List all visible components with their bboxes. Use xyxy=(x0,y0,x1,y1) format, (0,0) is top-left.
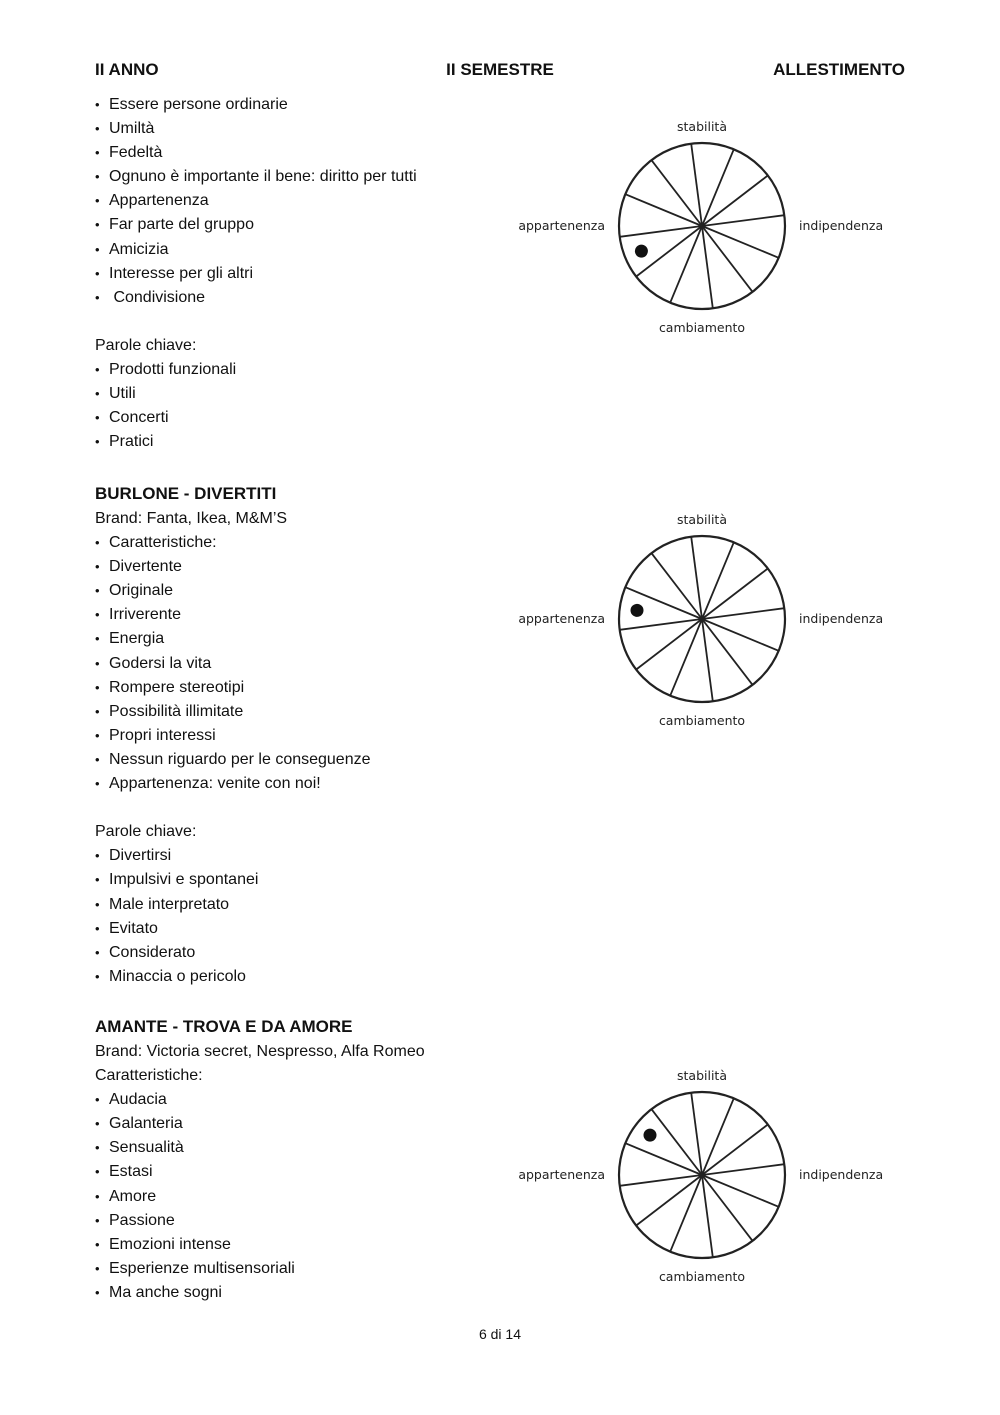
section-title: BURLONE - DIVERTITI xyxy=(95,484,277,503)
keyword-item: • Pratici xyxy=(95,430,515,454)
section-1 xyxy=(95,93,515,454)
wheel-svg xyxy=(505,508,895,733)
keywords-label: Parole chiave: xyxy=(95,823,197,841)
archetype-wheel xyxy=(505,1064,895,1289)
list-item: • Essere persone ordinarie xyxy=(95,93,515,117)
keyword-item: • Utili xyxy=(95,382,515,406)
list-item: • Possibilità illimitate xyxy=(95,700,515,724)
wheel-label-left: appartenenza xyxy=(518,1167,605,1182)
list-item: • Nessun riguardo per le conseguenze xyxy=(95,748,515,772)
wheel-label-top: stabilità xyxy=(677,119,727,134)
header-course: ALLESTIMENTO xyxy=(773,60,905,79)
list-item: • Appartenenza xyxy=(95,189,515,213)
section-2 xyxy=(95,481,515,989)
wheel-label-top: stabilità xyxy=(677,512,727,527)
list-item: • Ognuno è importante il bene: diritto per tutti xyxy=(95,165,515,189)
archetype-wheel xyxy=(505,508,895,733)
keyword-item: • Prodotti funzionali xyxy=(95,358,515,382)
keyword-item: • Evitato xyxy=(95,917,515,941)
brand-line: Brand: Victoria secret, Nespresso, Alfa Romeo xyxy=(95,1043,425,1060)
section-title: AMANTE - TROVA E DA AMORE xyxy=(95,1017,353,1036)
wheel-label-right: indipendenza xyxy=(799,1167,884,1182)
list-item: • Esperienze multisensoriali xyxy=(95,1257,515,1281)
list-item: • Irriverente xyxy=(95,603,515,627)
list-item: • Estasi xyxy=(95,1160,515,1184)
archetype-wheel xyxy=(505,115,895,340)
list-item: • Propri interessi xyxy=(95,724,515,748)
brand-line: Brand: Fanta, Ikea, M&M’S xyxy=(95,510,288,527)
list-item: • Condivisione xyxy=(95,286,515,310)
wheel-label-bottom: cambiamento xyxy=(658,320,746,335)
wheel-label-top: stabilità xyxy=(677,1068,727,1083)
wheel-marker-dot xyxy=(644,1129,657,1142)
list-item: • Far parte del gruppo xyxy=(95,213,515,237)
list-item: • Passione xyxy=(95,1209,515,1233)
section-1-list xyxy=(95,93,515,310)
keyword-item: • Considerato xyxy=(95,941,515,965)
list-item: • Appartenenza: venite con noi! xyxy=(95,772,515,796)
list-item: • Amore xyxy=(95,1185,515,1209)
wheel-marker-dot xyxy=(635,245,648,258)
wheel-svg xyxy=(505,1064,895,1289)
list-item: • Ma anche sogni xyxy=(95,1281,515,1305)
list-item: • Emozioni intense xyxy=(95,1233,515,1257)
keyword-item: • Concerti xyxy=(95,406,515,430)
wheel-label-right: indipendenza xyxy=(799,611,884,626)
header-semester: II SEMESTRE xyxy=(446,60,554,79)
list-item: • Amicizia xyxy=(95,238,515,262)
keyword-item: • Divertirsi xyxy=(95,844,515,868)
list-item: • Audacia xyxy=(95,1088,515,1112)
characteristics-label: Caratteristiche: xyxy=(95,1067,203,1085)
list-item: • Fedeltà xyxy=(95,141,515,165)
wheel-label-left: appartenenza xyxy=(518,611,605,626)
list-item: • Interesse per gli altri xyxy=(95,262,515,286)
list-item: • Umiltà xyxy=(95,117,515,141)
list-item: • Caratteristiche: xyxy=(95,531,515,555)
keyword-item: • Impulsivi e spontanei xyxy=(95,868,515,892)
header-year: II ANNO xyxy=(95,60,159,79)
list-item: • Galanteria xyxy=(95,1112,515,1136)
wheel-label-right: indipendenza xyxy=(799,218,884,233)
wheel-label-left: appartenenza xyxy=(518,218,605,233)
page-header xyxy=(95,60,905,84)
list-item: • Sensualità xyxy=(95,1136,515,1160)
list-item: • Energia xyxy=(95,627,515,651)
list-item: • Rompere stereotipi xyxy=(95,676,515,700)
page-number: 6 di 14 xyxy=(478,1326,522,1342)
keyword-item: • Male interpretato xyxy=(95,893,515,917)
wheel-svg xyxy=(505,115,895,340)
list-item: • Godersi la vita xyxy=(95,652,515,676)
list-item: • Divertente xyxy=(95,555,515,579)
wheel-marker-dot xyxy=(631,604,644,617)
wheel-label-bottom: cambiamento xyxy=(658,713,746,728)
section-3 xyxy=(95,1014,515,1305)
list-item: • Originale xyxy=(95,579,515,603)
keyword-item: • Minaccia o pericolo xyxy=(95,965,515,989)
wheel-label-bottom: cambiamento xyxy=(658,1269,746,1284)
keywords-label: Parole chiave: xyxy=(95,336,197,354)
